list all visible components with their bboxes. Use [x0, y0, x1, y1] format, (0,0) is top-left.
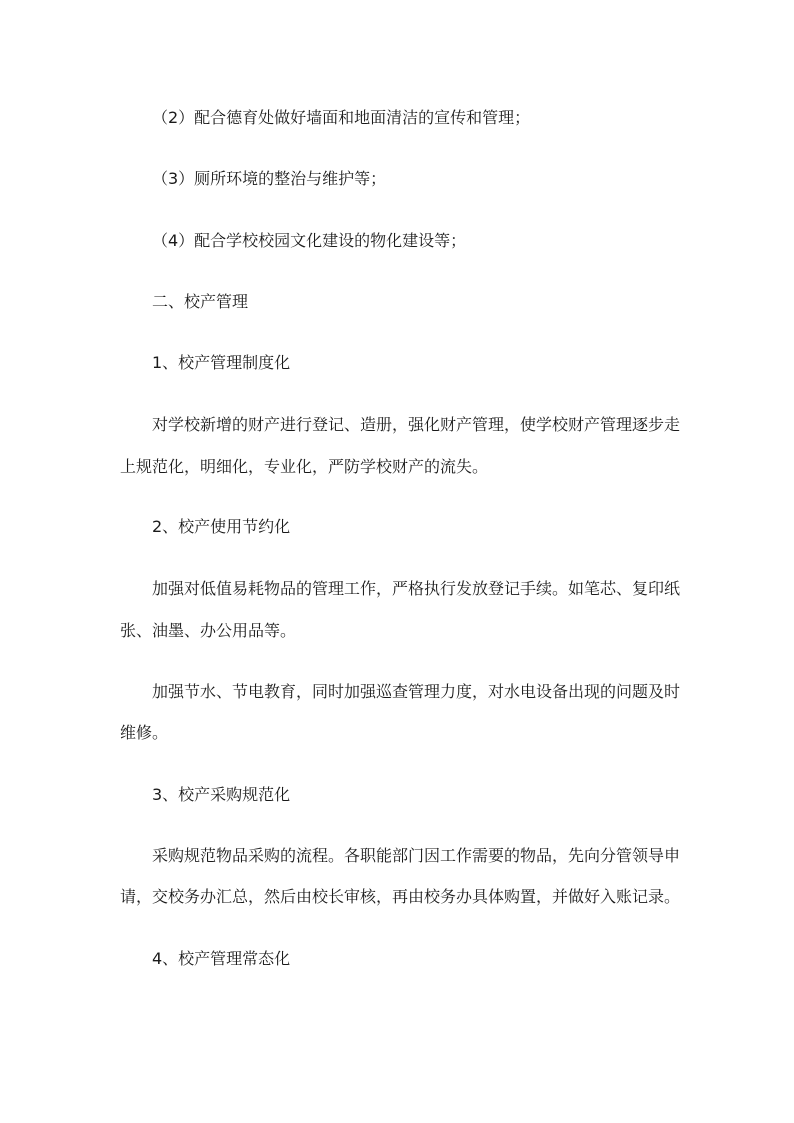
paragraph-3-line-2: 维修。 — [120, 723, 169, 742]
subheading-2: 2、校产使用节约化 — [152, 517, 291, 536]
list-item-4: （4）配合学校校园文化建设的物化建设等； — [152, 231, 467, 250]
paragraph-2-line-1: 加强对低值易耗物品的管理工作，严格执行发放登记手续。如笔芯、复印纸 — [152, 579, 681, 598]
paragraph-4-line-2: 请，交校务办汇总，然后由校长审核，再由校务办具体购置，并做好入账记录。 — [120, 887, 681, 906]
list-item-3: （3）厕所环境的整治与维护等； — [152, 169, 387, 188]
list-item-2: （2）配合德育处做好墙面和地面清洁的宣传和管理； — [152, 108, 531, 127]
subheading-1: 1、校产管理制度化 — [152, 353, 291, 372]
paragraph-4-line-1: 采购规范物品采购的流程。各职能部门因工作需要的物品，先向分管领导申 — [152, 846, 681, 865]
subheading-3: 3、校产采购规范化 — [152, 785, 291, 804]
section-heading: 二、校产管理 — [152, 292, 249, 311]
paragraph-1-line-1: 对学校新增的财产进行登记、造册，强化财产管理，使学校财产管理逐步走 — [152, 415, 681, 434]
subheading-4: 4、校产管理常态化 — [152, 949, 291, 968]
paragraph-3-line-1: 加强节水、节电教育，同时加强巡查管理力度，对水电设备出现的问题及时 — [152, 682, 681, 701]
paragraph-2-line-2: 张、油墨、办公用品等。 — [120, 621, 297, 640]
paragraph-1-line-2: 上规范化，明细化，专业化，严防学校财产的流失。 — [120, 457, 489, 476]
